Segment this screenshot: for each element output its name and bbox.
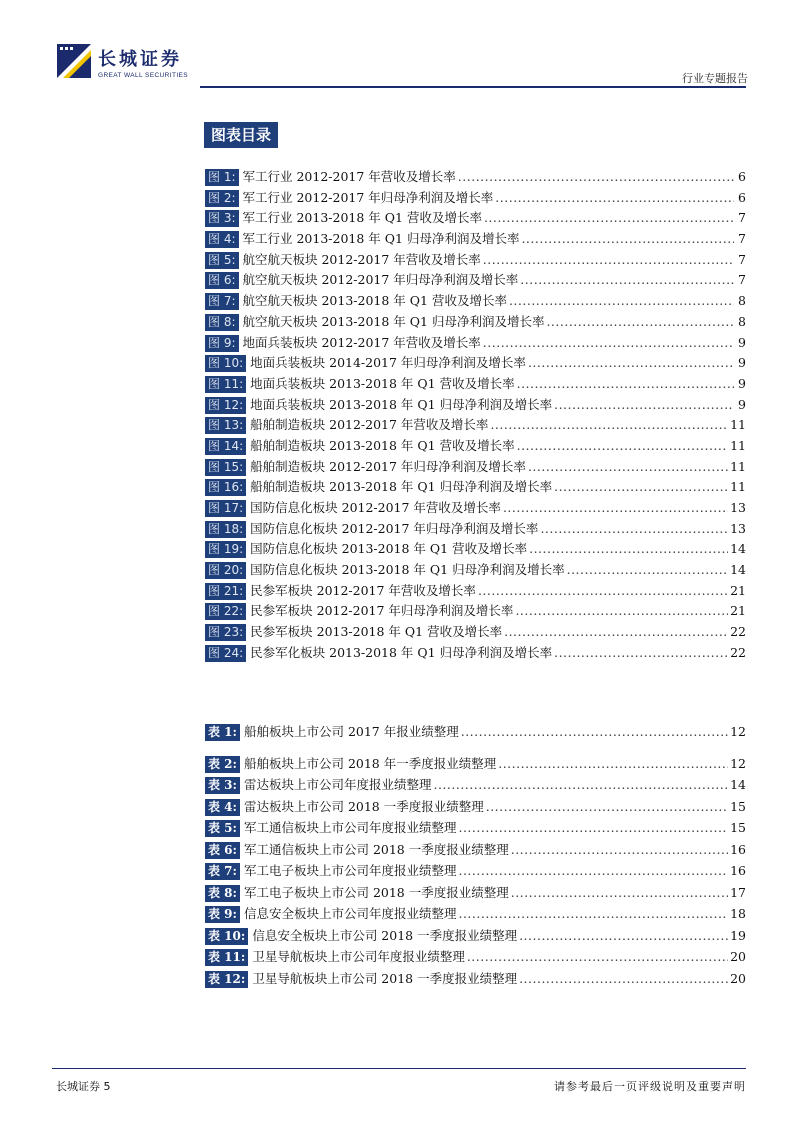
- entry-title: 地面兵装板块 2012-2017 年营收及增长率: [242, 334, 481, 350]
- entry-label: 表 5:: [205, 820, 240, 837]
- entry-title: 船舶制造板块 2013-2018 年 Q1 营收及增长率: [250, 437, 515, 453]
- figure-entry[interactable]: [205, 436, 746, 457]
- entry-label: 表 1:: [205, 724, 240, 741]
- entry-label: 表 9:: [205, 906, 240, 923]
- entry-label: 表 11:: [205, 949, 248, 966]
- table-entry[interactable]: [205, 969, 746, 991]
- entry-label: 图 19:: [205, 541, 246, 558]
- entry-label: 表 6:: [205, 842, 240, 859]
- entry-page-number: 9: [738, 375, 746, 391]
- dot-leader: [517, 376, 734, 391]
- entry-label: 图 10:: [205, 355, 246, 372]
- table-entry[interactable]: [205, 722, 746, 744]
- entry-page-number: 15: [730, 798, 746, 814]
- entry-page-number: 8: [738, 293, 746, 309]
- figure-entry[interactable]: [205, 581, 746, 602]
- dot-leader: [528, 459, 728, 474]
- figure-list: [205, 167, 746, 664]
- entry-label: 图 11:: [205, 376, 246, 393]
- figure-entry[interactable]: [205, 622, 746, 643]
- table-entry[interactable]: [205, 947, 746, 969]
- figure-entry[interactable]: [205, 374, 746, 395]
- figure-entry[interactable]: [205, 312, 746, 333]
- report-type: 行业专题报告: [682, 72, 748, 85]
- dot-leader: [554, 479, 728, 494]
- entry-label: 图 8:: [205, 314, 239, 331]
- dot-leader: [515, 603, 728, 618]
- dot-leader: [554, 645, 728, 660]
- dot-leader: [511, 842, 728, 857]
- table-list: [205, 722, 746, 990]
- entry-title: 航空航天板块 2012-2017 年营收及增长率: [242, 251, 481, 267]
- entry-label: 图 4:: [205, 231, 239, 248]
- entry-label: 图 6:: [205, 272, 239, 289]
- entry-title: 军工行业 2012-2017 年归母净利润及增长率: [242, 189, 494, 205]
- entry-page-number: 15: [730, 820, 746, 835]
- entry-label: 图 23:: [205, 624, 246, 641]
- table-entry[interactable]: [205, 797, 746, 819]
- table-entry[interactable]: [205, 840, 746, 862]
- entry-title: 船舶板块上市公司 2018 年一季度报业绩整理: [243, 755, 497, 771]
- entry-title: 卫星导航板块上市公司 2018 一季度报业绩整理: [252, 970, 518, 986]
- dot-leader: [433, 777, 728, 792]
- dot-leader: [554, 397, 734, 412]
- entry-page-number: 21: [730, 603, 746, 619]
- entry-label: 表 3:: [205, 777, 240, 794]
- figure-entry[interactable]: [205, 333, 746, 354]
- dot-leader: [461, 724, 728, 739]
- footer-divider: [52, 1068, 746, 1069]
- entry-title: 民参军板块 2013-2018 年 Q1 营收及增长率: [250, 624, 503, 640]
- entry-title: 民参军化板块 2013-2018 年 Q1 归母净利润及增长率: [250, 644, 553, 660]
- entry-title: 航空航天板块 2012-2017 年归母净利润及增长率: [242, 272, 519, 288]
- entry-title: 航空航天板块 2013-2018 年 Q1 归母净利润及增长率: [242, 313, 545, 329]
- entry-title: 卫星导航板块上市公司年度报业绩整理: [252, 949, 465, 964]
- entry-title: 军工行业 2013-2018 年 Q1 营收及增长率: [242, 210, 482, 226]
- page-header: [0, 0, 800, 92]
- entry-page-number: 12: [730, 724, 746, 739]
- entry-page-number: 14: [730, 541, 746, 557]
- entry-title: 国防信息化板块 2012-2017 年归母净利润及增长率: [250, 520, 539, 536]
- figure-entry[interactable]: [205, 167, 746, 188]
- dot-leader: [540, 521, 728, 536]
- dot-leader: [458, 906, 728, 921]
- entry-page-number: 13: [730, 520, 746, 536]
- entry-title: 军工行业 2012-2017 年营收及增长率: [242, 169, 456, 184]
- entry-page-number: 20: [730, 949, 746, 964]
- entry-page-number: 7: [738, 251, 746, 267]
- footer-page-label: 长城证券 5: [56, 1080, 111, 1093]
- dot-leader: [478, 583, 728, 598]
- dot-leader: [486, 799, 728, 814]
- entry-page-number: 11: [730, 437, 746, 453]
- entry-title: 航空航天板块 2013-2018 年 Q1 营收及增长率: [242, 293, 507, 309]
- table-entry[interactable]: [205, 775, 746, 797]
- figure-entry[interactable]: [205, 250, 746, 271]
- dot-leader: [504, 624, 728, 639]
- entry-page-number: 12: [730, 755, 746, 771]
- table-entry[interactable]: [205, 818, 746, 840]
- figure-entry[interactable]: [205, 188, 746, 209]
- entry-page-number: 9: [738, 355, 746, 371]
- header-divider: [200, 86, 746, 88]
- table-entry[interactable]: [205, 754, 746, 776]
- entry-label: 图 16:: [205, 479, 246, 496]
- entry-label: 图 7:: [205, 293, 239, 310]
- entry-title: 国防信息化板块 2013-2018 年 Q1 营收及增长率: [250, 541, 528, 557]
- brand-name-en: GREAT WALL SECURITIES: [98, 72, 189, 79]
- table-entry[interactable]: [205, 861, 746, 883]
- entry-title: 军工电子板块上市公司年度报业绩整理: [243, 863, 457, 878]
- entry-title: 地面兵装板块 2013-2018 年 Q1 营收及增长率: [250, 375, 515, 391]
- entry-label: 表 8:: [205, 885, 240, 902]
- entry-title: 国防信息化板块 2013-2018 年 Q1 归母净利润及增长率: [250, 562, 565, 578]
- entry-title: 国防信息化板块 2012-2017 年营收及增长率: [250, 500, 501, 515]
- dot-leader: [520, 272, 734, 287]
- entry-page-number: 16: [730, 863, 746, 878]
- entry-label: 图 3:: [205, 210, 239, 227]
- entry-label: 表 12:: [205, 971, 248, 988]
- entry-page-number: 18: [730, 906, 746, 921]
- entry-page-number: 7: [738, 210, 746, 226]
- entry-label: 图 22:: [205, 603, 246, 620]
- dot-leader: [458, 820, 728, 835]
- table-entry[interactable]: [205, 926, 746, 948]
- dot-leader: [567, 562, 729, 577]
- entry-title: 民参军板块 2012-2017 年归母净利润及增长率: [250, 603, 514, 619]
- entry-page-number: 20: [730, 970, 746, 986]
- figure-entry[interactable]: [205, 539, 746, 560]
- entry-label: 表 2:: [205, 756, 240, 773]
- dot-leader: [467, 949, 728, 964]
- entry-page-number: 21: [730, 582, 746, 598]
- dot-leader: [529, 541, 728, 556]
- entry-title: 雷达板块上市公司 2018 一季度报业绩整理: [243, 798, 484, 814]
- dot-leader: [490, 417, 728, 432]
- entry-label: 图 14:: [205, 438, 246, 455]
- entry-page-number: 6: [738, 169, 746, 184]
- entry-label: 图 9:: [205, 335, 239, 352]
- entry-label: 图 12:: [205, 397, 246, 414]
- entry-label: 图 24:: [205, 645, 246, 662]
- entry-label: 图 15:: [205, 459, 246, 476]
- figure-entry[interactable]: [205, 208, 746, 229]
- entry-label: 表 7:: [205, 863, 240, 880]
- entry-page-number: 22: [730, 644, 746, 660]
- entry-page-number: 7: [738, 231, 746, 247]
- figure-entry[interactable]: [205, 519, 746, 540]
- dot-leader: [483, 335, 734, 350]
- dot-leader: [519, 928, 728, 943]
- entry-page-number: 22: [730, 624, 746, 640]
- entry-title: 信息安全板块上市公司年度报业绩整理: [243, 906, 457, 921]
- table-entry[interactable]: [205, 883, 746, 905]
- dot-leader: [517, 438, 729, 453]
- entry-title: 地面兵装板块 2013-2018 年 Q1 归母净利润及增长率: [250, 396, 553, 412]
- entry-page-number: 8: [738, 313, 746, 329]
- entry-title: 船舶制造板块 2013-2018 年 Q1 归母净利润及增长率: [250, 479, 553, 495]
- entry-title: 军工通信板块上市公司年度报业绩整理: [243, 820, 457, 835]
- entry-title: 军工通信板块上市公司 2018 一季度报业绩整理: [243, 841, 509, 857]
- entry-page-number: 14: [730, 562, 746, 578]
- dot-leader: [509, 293, 734, 308]
- entry-label: 图 18:: [205, 521, 246, 538]
- table-entry[interactable]: [205, 904, 746, 926]
- entry-page-number: 11: [730, 417, 746, 433]
- entry-page-number: 7: [738, 272, 746, 288]
- entry-title: 船舶板块上市公司 2017 年报业绩整理: [243, 724, 459, 739]
- entry-title: 船舶制造板块 2012-2017 年归母净利润及增长率: [250, 458, 526, 474]
- entry-page-number: 11: [730, 458, 746, 474]
- dot-leader: [511, 885, 728, 900]
- footer-disclaimer: 请参考最后一页评级说明及重要声明: [554, 1080, 746, 1093]
- entry-title: 军工电子板块上市公司 2018 一季度报业绩整理: [243, 884, 509, 900]
- dot-leader: [546, 314, 734, 329]
- entry-label: 表 10:: [205, 928, 248, 945]
- dot-leader: [483, 252, 734, 267]
- dot-leader: [495, 190, 734, 205]
- entry-title: 信息安全板块上市公司 2018 一季度报业绩整理: [252, 927, 518, 943]
- entry-label: 图 21:: [205, 583, 246, 600]
- entry-page-number: 19: [730, 927, 746, 943]
- dot-leader: [458, 863, 728, 878]
- figure-entry[interactable]: [205, 601, 746, 622]
- entry-page-number: 13: [730, 500, 746, 515]
- figure-entry[interactable]: [205, 415, 746, 436]
- figure-entry[interactable]: [205, 291, 746, 312]
- entry-page-number: 14: [730, 777, 746, 792]
- figure-entry[interactable]: [205, 477, 746, 498]
- entry-label: 图 17:: [205, 500, 246, 517]
- figure-entry[interactable]: [205, 643, 746, 664]
- entry-page-number: 6: [738, 189, 746, 205]
- dot-leader: [503, 500, 728, 515]
- entry-title: 雷达板块上市公司年度报业绩整理: [243, 777, 432, 792]
- dot-leader: [528, 355, 734, 370]
- brand: [98, 50, 188, 79]
- figure-entry[interactable]: [205, 560, 746, 581]
- entry-page-number: 11: [730, 479, 746, 495]
- figure-entry[interactable]: [205, 353, 746, 374]
- entry-page-number: 9: [738, 334, 746, 350]
- figure-entry[interactable]: [205, 270, 746, 291]
- entry-label: 表 4:: [205, 799, 240, 816]
- entry-title: 船舶制造板块 2012-2017 年营收及增长率: [250, 417, 489, 433]
- dot-leader: [458, 169, 734, 184]
- figure-entry[interactable]: [205, 498, 746, 519]
- entry-label: 图 20:: [205, 562, 246, 579]
- entry-label: 图 2:: [205, 190, 239, 207]
- entry-title: 地面兵装板块 2014-2017 年归母净利润及增长率: [250, 355, 526, 371]
- entry-label: 图 1:: [205, 169, 239, 186]
- entry-title: 军工行业 2013-2018 年 Q1 归母净利润及增长率: [242, 231, 520, 247]
- figure-entry[interactable]: [205, 457, 746, 478]
- entry-label: 图 5:: [205, 252, 239, 269]
- figure-entry[interactable]: [205, 395, 746, 416]
- entry-page-number: 17: [730, 884, 746, 900]
- great-wall-logo-icon: [57, 44, 91, 78]
- entry-page-number: 16: [730, 841, 746, 857]
- dot-leader: [498, 756, 728, 771]
- figure-entry[interactable]: [205, 229, 746, 250]
- brand-name-cn: 长城证券: [98, 49, 182, 70]
- toc-title: 图表目录: [204, 122, 278, 148]
- entry-label: 图 13:: [205, 417, 246, 434]
- dot-leader: [519, 971, 728, 986]
- dot-leader: [484, 210, 734, 225]
- dot-leader: [521, 231, 734, 246]
- entry-title: 民参军板块 2012-2017 年营收及增长率: [250, 582, 476, 598]
- entry-page-number: 9: [738, 396, 746, 412]
